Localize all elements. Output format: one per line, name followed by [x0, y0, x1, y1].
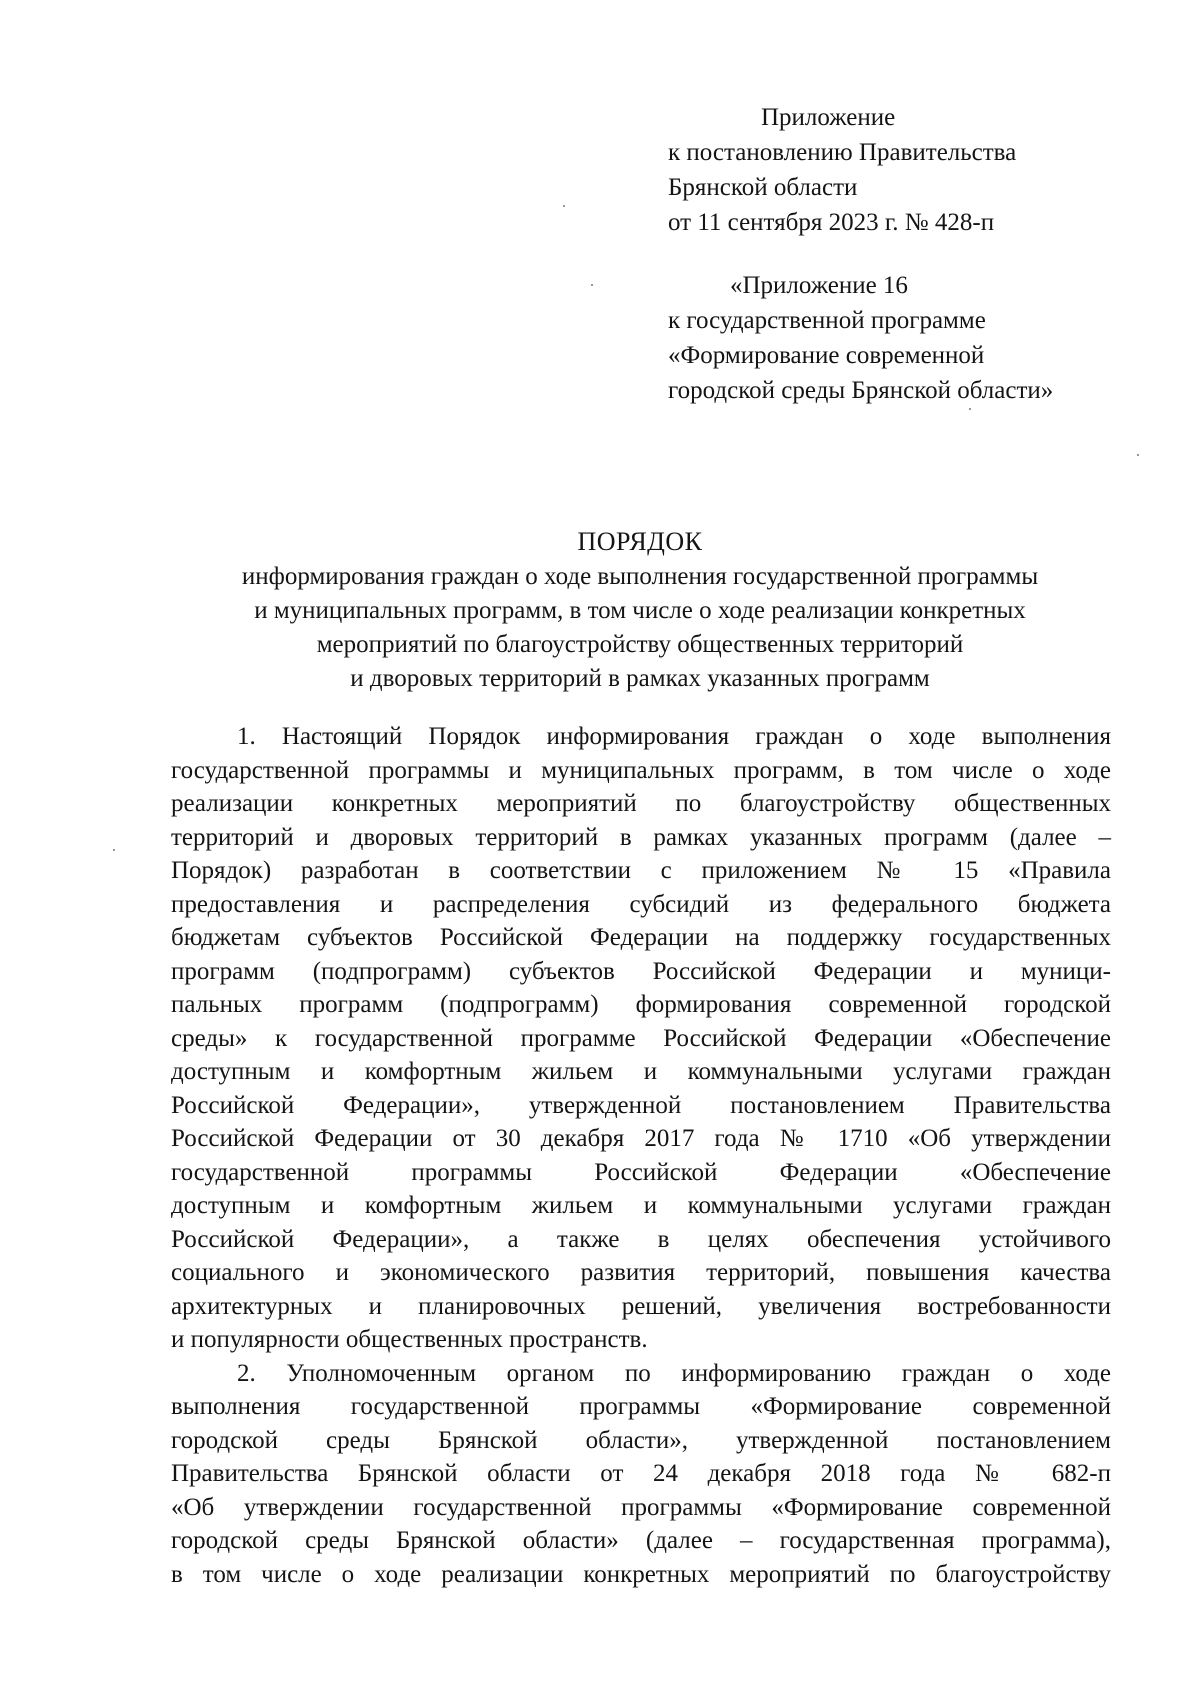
scan-speck: [969, 408, 971, 410]
text-line: реализации конкретных мероприятий по благоустройству общественных: [171, 790, 1111, 817]
document-title: [160, 525, 1120, 696]
title-subtitle-line: мероприятий по благоустройству общественных территорий: [316, 631, 964, 658]
text-line: городской среды Брянской области» (далее – государственная программа),: [171, 1527, 1111, 1554]
title-subtitle-line: информирования граждан о ходе выполнения государственной программы: [241, 563, 1039, 590]
scan-speck: [563, 205, 565, 207]
text-line: доступным и комфортным жильем и коммунальными услугами граждан: [171, 1058, 1111, 1085]
text-line: и популярности общественных пространств.: [171, 1326, 648, 1353]
text-line: в том числе о ходе реализации конкретных мероприятий по благоустройству: [171, 1560, 1111, 1588]
text-line: городской среды Брянской области», утвержденной постановлением: [171, 1426, 1111, 1454]
text-line: бюджетам субъектов Российской Федерации на поддержку государственных: [171, 924, 1111, 951]
text-line: территорий и дворовых территорий в рамках указанных программ (далее –: [171, 823, 1111, 851]
scan-speck: [113, 849, 115, 851]
title-subtitle-line: и дворовых территорий в рамках указанных программ: [350, 665, 930, 692]
text-line: Правительства Брянской области от 24 декабря 2018 года № 682-п: [171, 1460, 1111, 1487]
appendix-16-line: к государственной программе: [668, 307, 986, 334]
text-line: государственной программы Российской Федерации «Обеспечение: [171, 1158, 1111, 1186]
text-line: Российской Федерации от 30 декабря 2017 года № 1710 «Об утверждении: [171, 1125, 1111, 1152]
appendix-16-line: городской среды Брянской области»: [668, 377, 1054, 404]
document-body: [171, 720, 1111, 1591]
text-line: 2. Уполномоченным органом по информированию граждан о ходе: [237, 1359, 1111, 1387]
appendix-16-header: [668, 268, 1128, 408]
appendix-line: Приложение: [761, 104, 896, 131]
text-line: «Об утверждении государственной программы «Формирование современной: [171, 1493, 1111, 1521]
scan-speck: [1137, 454, 1139, 456]
appendix-16-line: «Приложение 16: [730, 272, 908, 299]
scan-speck: [591, 284, 593, 286]
text-line: выполнения государственной программы «Формирование современной: [171, 1393, 1111, 1420]
appendix-line: Брянской области: [668, 174, 858, 201]
appendix-line: к постановлению Правительства: [668, 139, 1017, 166]
text-line: пальных программ (подпрограмм) формирования современной городской: [171, 991, 1111, 1018]
text-line: предоставления и распределения субсидий из федерального бюджета: [171, 890, 1111, 918]
text-line: Российской Федерации», а также в целях обеспечения устойчивого: [171, 1225, 1111, 1253]
appendix-header: [668, 100, 1128, 240]
appendix-16-line: «Формирование современной: [668, 342, 985, 369]
text-line: архитектурных и планировочных решений, увеличения востребованности: [171, 1292, 1111, 1320]
appendix-line: от 11 сентября 2023 г. № 428-п: [668, 209, 995, 236]
title-heading: ПОРЯДОК: [577, 527, 703, 556]
text-line: Порядок) разработан в соответствии с приложением № 15 «Правила: [171, 857, 1111, 884]
text-line: среды» к государственной программе Российской Федерации «Обеспечение: [171, 1024, 1111, 1052]
text-line: Российской Федерации», утвержденной постановлением Правительства: [171, 1091, 1111, 1119]
paragraph-2: [171, 1357, 1111, 1592]
title-subtitle-line: и муниципальных программ, в том числе о ходе реализации конкретных: [254, 597, 1026, 624]
text-line: программ (подпрограмм) субъектов Российской Федерации и муници-: [171, 957, 1111, 985]
text-line: 1. Настоящий Порядок информирования граждан о ходе выполнения: [237, 723, 1111, 750]
text-line: доступным и комфортным жильем и коммунальными услугами граждан: [171, 1192, 1111, 1219]
text-line: государственной программы и муниципальных программ, в том числе о ходе: [171, 756, 1111, 784]
paragraph-1: [171, 720, 1111, 1357]
text-line: социального и экономического развития территорий, повышения качества: [171, 1259, 1111, 1286]
